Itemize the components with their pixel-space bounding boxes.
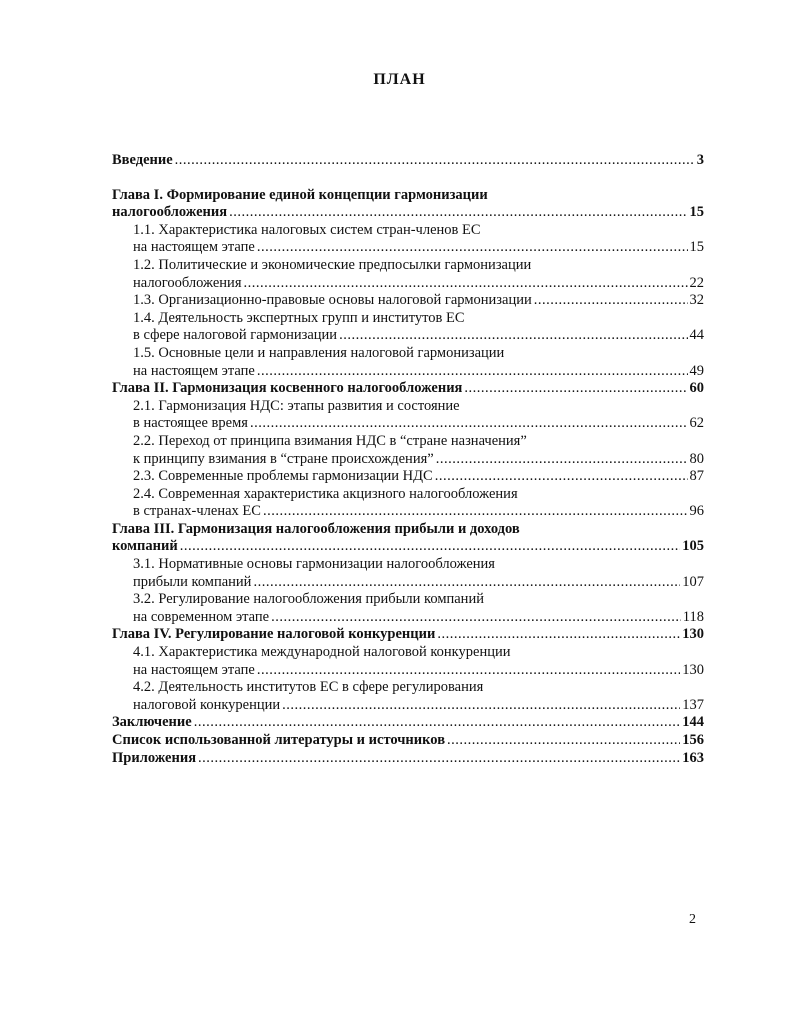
toc-section-1-3 (112, 292, 704, 310)
toc-entry-text: на настоящем этапе (133, 239, 255, 256)
toc-entry-text: налоговой конкуренции (133, 696, 281, 713)
toc-page-number: 137 (682, 696, 704, 713)
toc-page-number: 62 (689, 415, 704, 432)
toc-section-2-1-line1 (112, 398, 704, 416)
toc-page-number: 144 (682, 714, 704, 731)
toc-section-2-4-line1 (112, 486, 704, 504)
toc-chapter-1-line1 (112, 187, 704, 205)
leader-dots (257, 239, 688, 257)
toc-page-number: 22 (689, 274, 704, 291)
toc-section-1-1-line1 (112, 222, 704, 240)
leader-dots (198, 750, 680, 768)
toc-entry-text: на настоящем этапе (133, 362, 255, 379)
leader-dots (229, 204, 687, 222)
leader-dots (257, 662, 680, 680)
toc-entry-text: в настоящее время (133, 415, 248, 432)
toc-entry-references (112, 732, 704, 750)
toc-section-4-1-line1 (112, 644, 704, 662)
toc-section-4-2-line2 (112, 697, 704, 715)
toc-entry-text: 3.1. Нормативные основы гармонизации налогообложения (133, 556, 495, 573)
leader-dots (339, 327, 687, 345)
toc-entry-text: 3.2. Регулирование налогообложения прибыли компаний (133, 591, 484, 608)
toc-page-number: 3 (696, 152, 704, 168)
toc-page-number: 87 (689, 468, 704, 485)
toc-chapter-2 (112, 380, 704, 398)
leader-dots (263, 503, 688, 521)
leader-dots (175, 152, 695, 170)
toc-page-number: 96 (689, 503, 704, 520)
leader-dots (436, 451, 688, 469)
leader-dots (194, 714, 681, 732)
leader-dots (464, 380, 687, 398)
toc-section-2-2-line1 (112, 433, 704, 451)
leader-dots (435, 468, 688, 486)
leader-dots (447, 732, 680, 750)
toc-page-number: 107 (682, 573, 704, 590)
toc-section-1-2-line1 (112, 257, 704, 275)
toc-entry-text: прибыли компаний (133, 573, 252, 590)
leader-dots (180, 538, 681, 556)
toc-entry-text: Глава I. Формирование единой концепции гармонизации (112, 186, 488, 203)
toc-section-2-1-line2 (112, 415, 704, 433)
toc-entry-text: 1.3. Организационно-правовые основы налоговой гармонизации (133, 292, 532, 309)
toc-entry-text: Приложения (112, 749, 197, 766)
toc-section-3-1-line1 (112, 556, 704, 574)
leader-dots (282, 697, 680, 715)
leader-dots (534, 292, 688, 310)
toc-page-number: 60 (689, 380, 704, 397)
toc-section-3-1-line2 (112, 574, 704, 592)
toc-entry-text: 1.2. Политические и экономические предпосылки гармонизации (133, 256, 532, 273)
toc-entry-text: 2.1. Гармонизация НДС: этапы развития и состояние (133, 397, 460, 414)
toc-section-2-3 (112, 468, 704, 486)
toc-entry-text: компаний (112, 538, 178, 555)
toc-entry-text: Глава II. Гармонизация косвенного налогообложения (112, 380, 463, 397)
toc-page-number: 15 (689, 204, 704, 221)
toc-entry-text: в странах-членах ЕС (133, 503, 261, 520)
toc-chapter-3-line2 (112, 538, 704, 556)
toc-page-number: 44 (689, 327, 704, 344)
toc-section-4-2-line1 (112, 679, 704, 697)
toc-page-number: 80 (689, 450, 704, 467)
toc-page-number: 156 (682, 732, 704, 748)
page-title: ПЛАН (373, 71, 426, 88)
toc-page-number: 15 (689, 239, 704, 256)
table-of-contents (112, 152, 704, 767)
toc-section-1-5-line1 (112, 345, 704, 363)
toc-entry-text: 1.1. Характеристика налоговых систем стран-членов ЕС (133, 221, 481, 238)
toc-section-3-2-line2 (112, 609, 704, 627)
toc-entry-text: 1.4. Деятельность экспертных групп и институтов ЕС (133, 309, 465, 326)
toc-entry-text: налогообложения (112, 204, 228, 221)
toc-chapter-4 (112, 626, 704, 644)
toc-entry-text: 2.3. Современные проблемы гармонизации НДС (133, 468, 433, 485)
toc-section-2-2-line2 (112, 451, 704, 469)
toc-section-1-2-line2 (112, 275, 704, 293)
toc-chapter-1-line2 (112, 204, 704, 222)
toc-entry-introduction (112, 152, 704, 170)
leader-dots (244, 275, 688, 293)
toc-entry-text: к принципу взимания в “стране происхождения” (133, 450, 434, 467)
toc-entry-conclusion (112, 714, 704, 732)
toc-entry-text: 1.5. Основные цели и направления налоговой гармонизации (133, 344, 505, 361)
toc-entry-text: налогообложения (133, 274, 242, 291)
leader-dots (250, 415, 688, 433)
toc-entry-appendix (112, 750, 704, 768)
page-number: 2 (689, 912, 696, 927)
toc-entry-text: Глава IV. Регулирование налоговой конкуренции (112, 626, 436, 643)
toc-entry-text: Введение (112, 152, 173, 168)
toc-page-number: 163 (682, 749, 704, 766)
toc-page-number: 105 (682, 538, 704, 555)
toc-section-1-5-line2 (112, 363, 704, 381)
toc-chapter-3-line1 (112, 521, 704, 539)
toc-entry-text: на современном этапе (133, 608, 270, 625)
leader-dots (253, 574, 680, 592)
toc-section-1-1-line2 (112, 239, 704, 257)
toc-entry-text: в сфере налоговой гармонизации (133, 327, 338, 344)
toc-section-3-2-line1 (112, 591, 704, 609)
toc-entry-text: Список использованной литературы и источников (112, 732, 446, 748)
toc-section-4-1-line2 (112, 662, 704, 680)
toc-page-number: 32 (689, 292, 704, 309)
toc-page-number: 118 (682, 608, 704, 625)
toc-section-1-4-line2 (112, 327, 704, 345)
toc-entry-text: Заключение (112, 714, 192, 731)
toc-entry-text: Глава III. Гармонизация налогообложения прибыли и доходов (112, 520, 520, 537)
leader-dots (437, 626, 680, 644)
toc-entry-text: 4.2. Деятельность институтов ЕС в сфере регулирования (133, 679, 484, 696)
toc-entry-text: на настоящем этапе (133, 661, 255, 678)
toc-entry-text: 2.4. Современная характеристика акцизного налогообложения (133, 485, 518, 502)
toc-section-1-4-line1 (112, 310, 704, 328)
toc-entry-text: 4.1. Характеристика международной налоговой конкуренции (133, 644, 511, 661)
leader-dots (257, 363, 688, 381)
toc-page-number: 130 (682, 661, 704, 678)
toc-entry-text: 2.2. Переход от принципа взимания НДС в “стране назначения” (133, 432, 527, 449)
leader-dots (271, 609, 681, 627)
toc-page-number: 130 (682, 626, 704, 643)
toc-page-number: 49 (689, 362, 704, 379)
toc-section-2-4-line2 (112, 503, 704, 521)
